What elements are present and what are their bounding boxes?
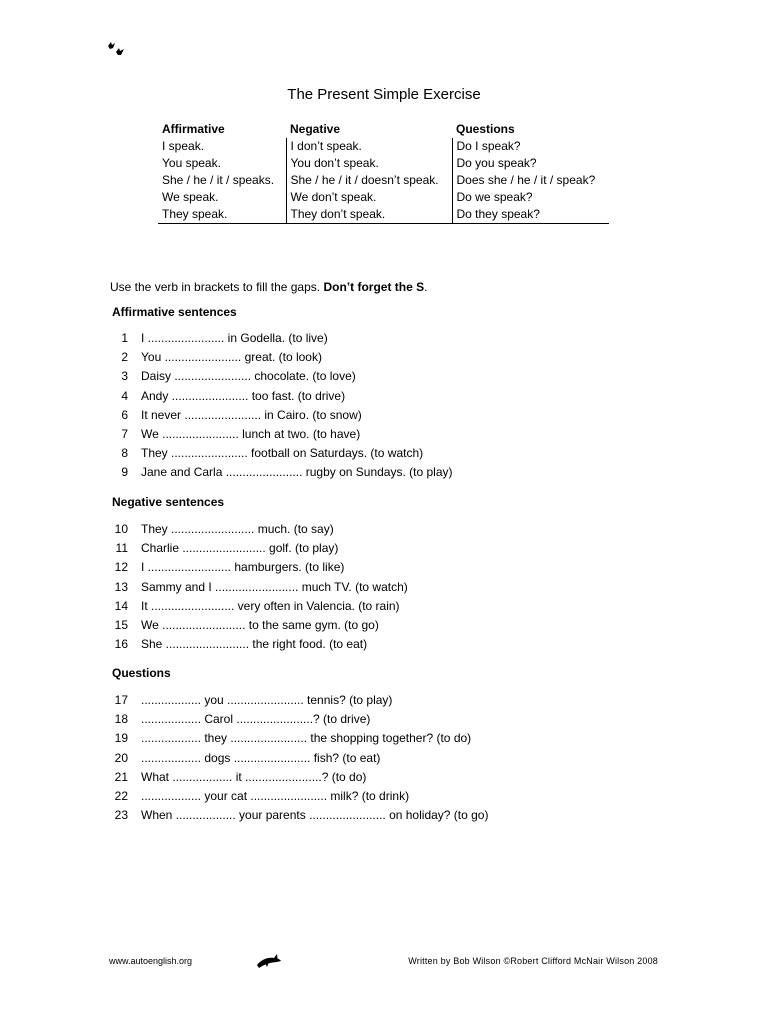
item-number: 3	[121, 369, 128, 384]
section-title-affirmative: Affirmative sentences	[112, 305, 237, 319]
exercise-item	[0, 710, 768, 729]
item-number: 22	[114, 788, 128, 803]
exercise-item	[0, 387, 768, 406]
negative-sentences-list	[0, 520, 768, 654]
footer-website: www.autoenglish.org	[109, 956, 193, 966]
item-number: 2	[121, 350, 128, 365]
exercise-item	[0, 806, 768, 825]
item-sentence: They ....................... football on Saturdays. (to watch)	[141, 446, 424, 461]
item-sentence: What .................. it .......................? (to do)	[141, 769, 367, 784]
item-number: 1	[121, 331, 128, 345]
exercise-item	[0, 425, 768, 444]
dolphin-logo-icon	[256, 952, 282, 970]
item-sentence: .................. you ....................... tennis? (to play)	[141, 693, 393, 707]
item-number: 9	[121, 465, 128, 480]
instructions	[110, 279, 427, 295]
item-sentence: Daisy ....................... chocolate. (to love)	[141, 369, 356, 384]
section-title-negative: Negative sentences	[112, 495, 225, 509]
item-sentence: She ......................... the right food. (to eat)	[141, 637, 368, 652]
table-cell: Do I speak?	[452, 138, 609, 155]
table-cell: Does she / he / it / speak?	[452, 172, 609, 189]
item-sentence: We ......................... to the same gym. (to go)	[141, 617, 379, 632]
column-header-negative: Negative	[290, 122, 341, 136]
item-sentence: They ......................... much. (to say)	[141, 522, 334, 536]
item-number: 17	[114, 693, 128, 707]
item-sentence: Jane and Carla ....................... rugby on Sundays. (to play)	[141, 465, 453, 480]
exercise-item	[0, 329, 768, 348]
conjugation-table	[158, 121, 609, 224]
exercise-item	[0, 635, 768, 654]
item-number: 18	[114, 712, 128, 727]
exercise-item	[0, 729, 768, 748]
table-cell: She / he / it / speaks.	[162, 173, 275, 187]
exercise-item	[0, 539, 768, 558]
item-number: 15	[114, 617, 128, 632]
exercise-item	[0, 520, 768, 539]
exercise-item	[0, 597, 768, 616]
exercise-item	[0, 406, 768, 425]
birds-logo-icon	[107, 40, 127, 58]
item-number: 6	[121, 407, 128, 422]
item-sentence: .................. your cat ....................... milk? (to drink)	[141, 788, 410, 803]
item-number: 16	[114, 637, 128, 652]
table-cell: You speak.	[162, 156, 221, 170]
section-title-questions: Questions	[112, 666, 171, 680]
table-cell: Do you speak?	[452, 155, 609, 172]
table-row	[158, 155, 609, 172]
exercise-item	[0, 749, 768, 768]
instruction-end: .	[424, 280, 428, 294]
item-sentence: We ....................... lunch at two. (to have)	[141, 426, 361, 441]
table-cell: We speak.	[162, 190, 219, 204]
table-cell: We don’t speak.	[286, 189, 452, 206]
table-cell: I speak.	[162, 139, 205, 153]
page-title: The Present Simple Exercise	[287, 86, 481, 103]
item-sentence: .................. they ....................... the shopping together? (to do)	[141, 731, 472, 746]
item-sentence: It never ....................... in Cairo. (to snow)	[141, 407, 362, 422]
item-number: 21	[114, 769, 128, 784]
item-number: 4	[121, 388, 128, 403]
table-cell: They don’t speak.	[286, 206, 452, 224]
table-row	[158, 189, 609, 206]
item-sentence: I ......................... hamburgers. (to like)	[141, 560, 345, 575]
table-row	[158, 206, 609, 224]
item-sentence: I ....................... in Godella. (to live)	[141, 331, 328, 345]
item-number: 20	[114, 750, 128, 765]
item-number: 11	[115, 541, 128, 556]
table-cell: You don’t speak.	[286, 155, 452, 172]
table-cell: They speak.	[158, 206, 286, 224]
item-sentence: It ......................... very often in Valencia. (to rain)	[141, 598, 400, 613]
exercise-item	[0, 367, 768, 386]
table-row	[158, 172, 609, 189]
affirmative-sentences-list	[0, 329, 768, 483]
instruction-text: Use the verb in brackets to fill the gaps.	[110, 280, 324, 294]
table-cell: Do they speak?	[452, 206, 609, 224]
item-sentence: Andy ....................... too fast. (to drive)	[141, 388, 346, 403]
item-number: 12	[114, 560, 128, 575]
exercise-item	[0, 616, 768, 635]
column-header-questions: Questions	[456, 122, 515, 136]
item-number: 19	[114, 731, 128, 746]
instruction-emphasis: Don’t forget the S	[323, 280, 425, 294]
item-number: 23	[114, 808, 128, 823]
questions-list	[0, 691, 768, 825]
item-sentence: When .................. your parents ....................... on holiday? (to go)	[141, 808, 489, 823]
exercise-item	[0, 348, 768, 367]
exercise-item	[0, 578, 768, 597]
exercise-item	[0, 691, 768, 710]
footer-credit: Written by Bob Wilson ©Robert Clifford McNair Wilson 2008	[408, 956, 658, 966]
table-cell: Do we speak?	[452, 189, 609, 206]
item-sentence: Sammy and I ......................... much TV. (to watch)	[141, 579, 408, 594]
exercise-item	[0, 558, 768, 577]
column-header-affirmative: Affirmative	[162, 122, 225, 136]
exercise-item	[0, 768, 768, 787]
item-sentence: Charlie ......................... golf. (to play)	[141, 541, 339, 556]
item-number: 8	[121, 446, 128, 461]
exercise-item	[0, 463, 768, 482]
table-cell: I don’t speak.	[286, 138, 452, 155]
exercise-item	[0, 787, 768, 806]
item-sentence: .................. Carol .......................? (to drive)	[141, 712, 371, 727]
item-number: 10	[114, 522, 128, 536]
item-sentence: You ....................... great. (to look)	[141, 350, 322, 365]
exercise-item	[0, 444, 768, 463]
item-number: 14	[114, 598, 128, 613]
item-number: 7	[121, 426, 128, 441]
table-row	[158, 138, 609, 155]
item-number: 13	[114, 579, 128, 594]
table-cell: She / he / it / doesn’t speak.	[286, 172, 452, 189]
table-header-row	[158, 121, 609, 138]
item-sentence: .................. dogs ....................... fish? (to eat)	[141, 750, 381, 765]
